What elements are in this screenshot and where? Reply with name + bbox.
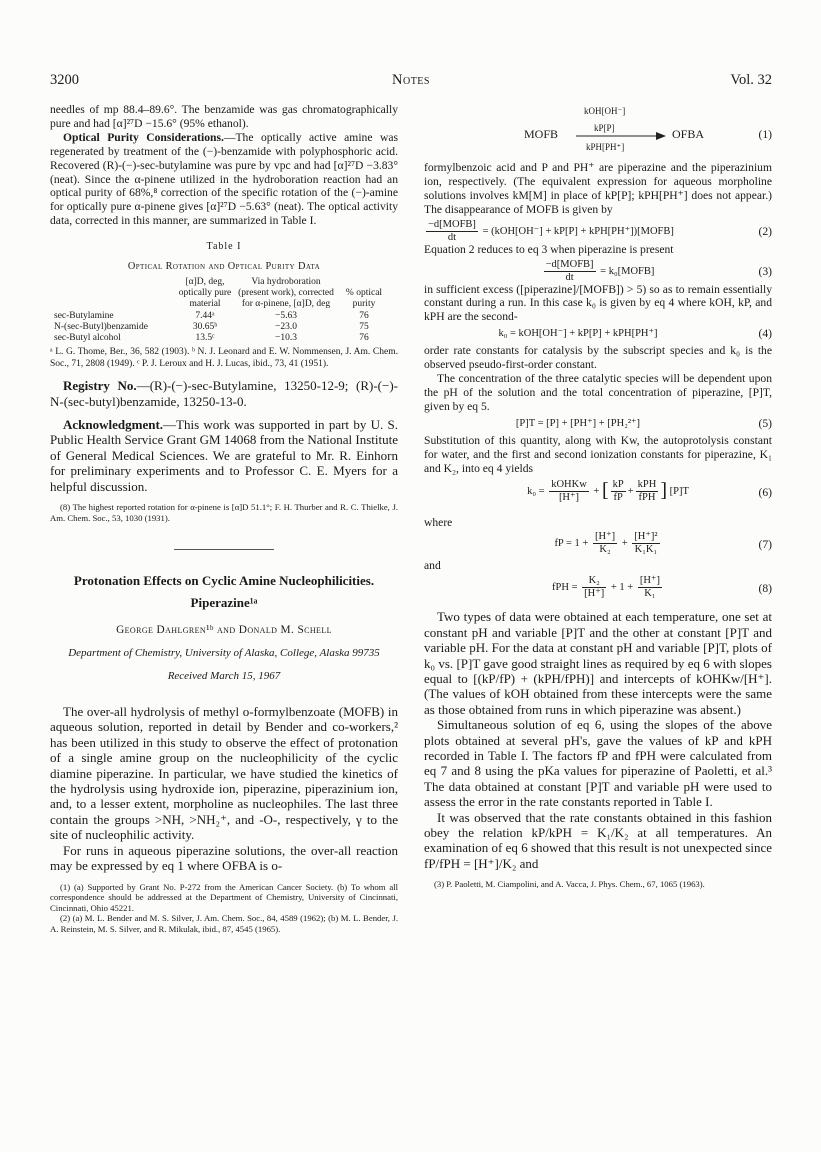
- paragraph: Two types of data were obtained at each temperature, one set at constant pH and variable [P]T and the other at constant [P]T and variable pH. For the data at constant pH and variable [P]T, plots of k₀ vs. [P]T gave good straight lines as required by eq 6 with slopes equal to [(kP/fP) + (kPH/fPH)] and intercepts of kOHKw/[H⁺]. (The values of kOH obtained from these intercepts were the same as those obtained from runs in which piperazine was absent.): [424, 609, 772, 717]
- paragraph: order rate constants for catalysis by the subscript species and k₀ is the observed pseudo-first-order constant.: [424, 344, 772, 372]
- equation-number: (5): [758, 416, 772, 430]
- table-cell: −5.63: [275, 310, 297, 321]
- equation-text: = k₀[MOFB]: [600, 265, 655, 277]
- equation-text: [P]T = [P] + [PH⁺] + [PH₂²⁺]: [515, 417, 641, 429]
- equation-text: +: [621, 538, 628, 550]
- fraction-numerator: −d[MOFB]: [545, 258, 594, 270]
- fraction-denominator: K₁: [644, 588, 656, 600]
- registry-heading: Registry No.: [63, 378, 137, 394]
- table-cell: sec-Butylamine: [54, 310, 114, 321]
- equation-text: fP = 1 +: [554, 538, 589, 550]
- page-header: [50, 72, 772, 92]
- equation-number: (7): [758, 538, 772, 552]
- table-header: [52, 277, 174, 311]
- fraction-numerator: −d[MOFB]: [428, 218, 476, 230]
- paragraph: Substitution of this quantity, along with Kw, the autoprotolysis constant for water, and the first and second ionization constants for piperazine, K₁ and K₂, into eq 4 yields: [424, 433, 772, 475]
- footnote: (8) The highest reported rotation for α-pinene is [α]D 51.1°; F. H. Thurber and R. C. Thielke, J. Am. Chem. Soc., 53, 1030 (1931).: [50, 502, 398, 523]
- right-column: [424, 103, 772, 890]
- equation-text: fPH =: [552, 582, 578, 594]
- equation-number: (6): [758, 485, 772, 499]
- table-header: Via hydroboration (present work), corrected for α-pinene, [α]D, deg: [238, 276, 334, 310]
- volume-label: Vol. 32: [730, 72, 772, 88]
- paragraph: needles of mp 88.4–89.6°. The benzamide was gas chromatographically pure and had [α]²⁷D −15.6° (95% ethanol).: [50, 103, 398, 130]
- fraction-numerator: kP: [612, 478, 624, 490]
- equation-6: k₀ = $\frac{\text{kOHKw}}{[H^+]}$ + [ $\frac{kP}{fP}$ + $\frac{\text{kPH}}{\text{fPH}}$ ] [P]T (6): [527, 478, 772, 503]
- divider: [174, 549, 274, 550]
- section-heading: Optical Purity Considerations.: [63, 130, 224, 144]
- equation-number: (2): [758, 224, 772, 238]
- table-cell: 76: [359, 332, 369, 343]
- table-row: [52, 322, 392, 333]
- and-label: and: [424, 559, 441, 573]
- table-cell: 30.65ᵇ: [192, 321, 218, 332]
- equation-text: k₀ =: [527, 485, 545, 497]
- equation-3: [424, 257, 772, 283]
- fraction-denominator: fPH: [638, 491, 656, 503]
- rate-term: kOH[OH⁻]: [584, 106, 626, 116]
- table-row: [52, 333, 392, 344]
- equation-7: [424, 529, 772, 559]
- fraction-numerator: [H⁺]: [594, 531, 616, 543]
- fraction-denominator: K₁K₁: [634, 544, 658, 556]
- footnote: (2) (a) M. L. Bender and M. S. Silver, J. Am. Chem. Soc., 84, 4589 (1962); (b) M. L. Bender, J. A. Reinstein, M. S. Silver, and R. Mikulak, ibid., 87, 4545 (1965).: [50, 913, 398, 934]
- fraction-numerator: [H⁺]: [639, 575, 660, 587]
- fraction-denominator: dt: [447, 231, 457, 243]
- table-cell: −23.0: [275, 321, 297, 332]
- where-label: where: [424, 515, 453, 529]
- table-footnote: ᵃ L. G. Thome, Ber., 36, 582 (1903). ᵇ N. J. Leonard and E. W. Nommensen, J. Am. Chem. Soc., 71, 2808 (1949). ᶜ P. J. Leroux and H. J. Lucas, ibid., 73, 41 (1951).: [50, 347, 398, 369]
- equation-text: = (kOH[OH⁻] + kP[P] + kPH[PH⁺])[MOFB]: [482, 225, 674, 237]
- equation-number: (1): [758, 128, 772, 141]
- table-cell: N-(sec-Butyl)benzamide: [54, 321, 148, 332]
- equation-text: k₀ = kOH[OH⁻] + kP[P] + kPH[PH⁺]: [498, 328, 658, 340]
- fraction-numerator: K₂: [582, 575, 606, 588]
- fraction-denominator: K₂: [599, 544, 611, 556]
- paragraph: It was observed that the rate constants obtained in this fashion obey the relation kP/kPH = K₁/K₂ at all temperatures. An examination of eq 6 showed that this result is not unexpected since fP/fPH = [H⁺]/K₂ and: [424, 809, 772, 871]
- left-column: [50, 103, 398, 934]
- optical-data-table: [52, 277, 392, 344]
- fraction-denominator: dt: [565, 271, 574, 283]
- fraction-denominator: fP: [613, 491, 623, 503]
- equation-text: + 1 +: [610, 582, 634, 594]
- fraction-numerator: [H⁺]²: [634, 531, 658, 543]
- rate-term: kPH[PH⁺]: [586, 142, 625, 152]
- journal-section: Notes: [392, 72, 430, 88]
- table-cell: −10.3: [275, 332, 297, 343]
- table-cell: 76: [359, 310, 369, 321]
- acknowledgment-text: —This work was supported in part by U. S. Public Health Service Grant GM 14068 from the National Institute of General Medical Sciences. We are grateful to Mr. R. Einhorn for preliminary experiments and to Professor C. E. Myers for a helpful discussion.: [50, 417, 398, 494]
- equation-number: (3): [758, 264, 772, 278]
- equation-text: +: [593, 485, 600, 497]
- table-header: [α]D, deg, optically pure material: [178, 276, 232, 310]
- fraction-denominator: [H⁺]: [584, 588, 605, 600]
- rate-term: kP[P]: [594, 123, 615, 133]
- received-date: Received March 15, 1967: [167, 670, 281, 683]
- equation-2: [424, 217, 772, 243]
- table-header: % optical purity: [345, 288, 383, 310]
- fraction-denominator: [H⁺]: [558, 491, 580, 503]
- fraction-numerator: kPH: [637, 478, 657, 490]
- fraction-numerator: kOHKw: [551, 478, 587, 490]
- reactant-label: MOFB: [524, 127, 559, 141]
- authors: George Dahlgren¹ᵇ and Donald M. Schell: [116, 624, 332, 637]
- table-cell: 13.5ᶜ: [195, 332, 215, 343]
- paragraph: Equation 2 reduces to eq 3 when piperazine is present: [424, 242, 674, 256]
- table-title: Optical Rotation and Optical Purity Data: [127, 261, 321, 273]
- page-number: 3200: [50, 72, 79, 88]
- acknowledgment-heading: Acknowledgment.: [63, 417, 164, 432]
- table-row: [52, 311, 392, 322]
- table-cell: 75: [359, 321, 369, 332]
- article-title: Protonation Effects on Cyclic Amine Nucleophilicities. Piperazine¹ᵃ: [73, 573, 375, 611]
- equation-4: [424, 324, 772, 344]
- footnote: (3) P. Paoletti, M. Ciampolini, and A. Vacca, J. Phys. Chem., 67, 1065 (1963).: [434, 879, 705, 890]
- paragraph: formylbenzoic acid and P and PH⁺ are piperazine and the piperazinium ion, respectively. (The equivalent expression for aqueous morpholine solutions involves kM[M] in place of kP[P]; kPH[PH⁺] does not appear.) The disappearance of MOFB is given by: [424, 161, 772, 216]
- equation-number: (4): [758, 327, 772, 341]
- paragraph: The concentration of the three catalytic species will be dependent upon the pH of the solution and the total concentration of piperazine, [P]T, given by eq 5.: [424, 372, 772, 413]
- affiliation: Department of Chemistry, University of Alaska, College, Alaska 99735: [68, 647, 380, 660]
- table-cell: sec-Butyl alcohol: [54, 332, 121, 343]
- equation-number: (8): [758, 582, 772, 596]
- table-caption: Table I: [206, 241, 242, 253]
- paragraph: Simultaneous solution of eq 6, using the slopes of the above plots obtained at several pH's, gave the values of kP and kPH recorded in Table I. The factors fP and fPH were calculated from eq 7 and 8 using the pKa values for piperazine of Paoletti, et al.³ The data obtained at constant [P]T and variable pH were used to assess the error in the rate constants reported in Table I.: [424, 717, 772, 810]
- paragraph: For runs in aqueous piperazine solutions, the over-all reaction may be expressed by eq 1 where OFBA is o-: [50, 842, 398, 874]
- footnote: (1) (a) Supported by Grant No. P-272 from the American Cancer Society. (b) To whom all correspondence should be addressed at the Department of Chemistry, University of Cincinnati, Cincinnati, Ohio 45221.: [50, 881, 398, 913]
- equation-5: [424, 414, 772, 434]
- equation-text: [P]T: [669, 485, 689, 497]
- registry-text: —(R)-(−)-sec-Butylamine, 13250-12-9; (R)-(−)-N-(sec-butyl)benzamide, 13250-13-0.: [50, 378, 398, 409]
- paragraph: —The optically active amine was regenerated by treatment of the (−)-benzamide with polyphosphoric acid. Recovered (R)-(−)-sec-butylamine was pure by vpc and had [α]²⁷D −3.83° (neat). Since the α-pinene utilized in the hydroboration reaction had an optical purity of 68%,⁸ correction of the specific rotation of the (−)-amine for optically pure α-pinene gives [α]²⁷D −5.63° (neat). The optical activity data, corrected in this manner, are summarized in Table I.: [50, 130, 398, 228]
- paragraph: in sufficient excess ([piperazine]/[MOFB]) > 5) so as to remain essentially constant during a run. In this case k₀ is given by eq 4 where kOH, kP, and kPH are the second-: [424, 282, 772, 324]
- paragraph: The over-all hydrolysis of methyl o-formylbenzoate (MOFB) in aqueous solution, reported in detail by Bender and co-workers,² has been utilized in this study to observe the effect of protonation of a single amine group on the nucleophilicity of the cyclic diamine piperazine. In particular, we have studied the kinetics of the hydrolysis using hydroxide ion, piperazine, piperazinium ion, and, to a lesser extent, morpholine as nucleophiles. The last three contain the groups >NH, >NH₂⁺, and -O-, respectively, γ to the site of nucleophilic activity.: [50, 704, 398, 843]
- equation-8: [424, 573, 772, 603]
- table-cell: 7.44ᵃ: [195, 310, 215, 321]
- reaction-scheme: [424, 103, 772, 161]
- product-label: OFBA: [672, 127, 705, 141]
